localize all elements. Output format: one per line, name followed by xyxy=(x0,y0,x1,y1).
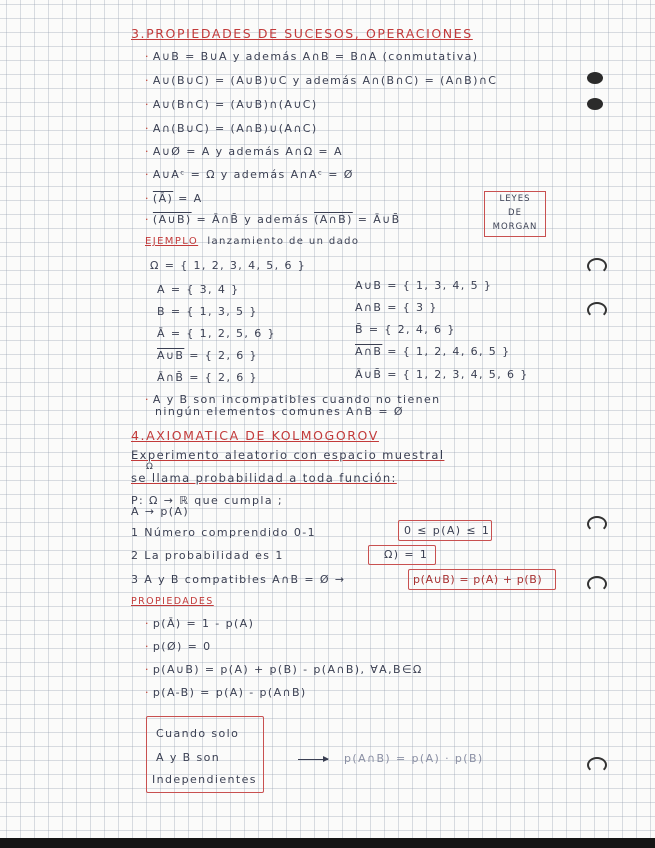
set-aub-complement: A∪B = { 2, 6 } xyxy=(157,349,258,362)
morgan-law-line: · (A∪B) = Ā∩B̄ y además (A∩B) = Ā∪B̄ xyxy=(145,213,401,226)
binder-ring-icon xyxy=(587,757,607,773)
incompatible-line-2: ningún elementos comunes A∩B = Ø xyxy=(155,405,404,418)
binder-hole-icon xyxy=(587,72,603,84)
set-anb-complements: Ā∩B̄ = { 2, 6 } xyxy=(157,371,258,384)
arrow-right-icon xyxy=(298,759,328,760)
section-3-title: 3.PROPIEDADES DE SUCESOS, OPERACIONES xyxy=(131,26,473,41)
axiom-1-formula: 0 ≤ p(A) ≤ 1 xyxy=(404,524,491,537)
axiom-1: 1 Número comprendido 0-1 xyxy=(131,526,316,539)
set-b-complement: B̄ = { 2, 4, 6 } xyxy=(355,323,456,336)
independence-line-2: A y B son xyxy=(156,751,221,764)
axiom-3-formula: p(A∪B) = p(A) + p(B) xyxy=(413,573,543,586)
set-anb-bar: A∩B = { 1, 2, 4, 6, 5 } xyxy=(355,345,511,358)
property-line: · A∪Aᶜ = Ω y además A∩Aᶜ = Ø xyxy=(145,168,354,181)
page-bottom-edge xyxy=(0,838,655,848)
properties-title: PROPIEDADES xyxy=(131,596,214,607)
independence-formula: p(A∩B) = p(A) · p(B) xyxy=(344,752,484,765)
binder-ring-icon xyxy=(587,258,607,274)
binder-hole-icon xyxy=(587,98,603,110)
prob-property: · p(A-B) = p(A) - p(A∩B) xyxy=(145,686,307,699)
independence-line-3: Independientes xyxy=(152,773,257,786)
property-line: · A∪Ø = A y además A∩Ω = A xyxy=(145,145,343,158)
axiom-intro-omega: Ω xyxy=(146,462,155,472)
independence-line-1: Cuando solo xyxy=(156,727,240,740)
binder-ring-icon xyxy=(587,516,607,532)
set-aub: A∪B = { 1, 3, 4, 5 } xyxy=(355,279,493,292)
property-line: · A∩(B∪C) = (A∩B)∪(A∩C) xyxy=(145,122,318,135)
set-anb: A∩B = { 3 } xyxy=(355,301,438,314)
axiom-intro-2: se llama probabilidad a toda función: xyxy=(131,471,397,485)
double-negation-line: · (Ā) = A xyxy=(145,192,203,205)
property-line: · A∪(B∪C) = (A∪B)∪C y además A∩(B∩C) = (A∩B)∩C xyxy=(145,74,498,87)
section-4-title: 4.AXIOMATICA DE KOLMOGOROV xyxy=(131,428,379,443)
property-line: · A∪B = B∪A y además A∩B = B∩A (conmutativa) xyxy=(145,50,479,63)
example-line: EJEMPLO lanzamiento de un dado xyxy=(145,236,360,247)
set-a-complement: Ā = { 1, 2, 5, 6 } xyxy=(157,327,276,340)
probability-mapping-1: P: Ω → ℝ que cumpla ; xyxy=(131,494,283,507)
probability-mapping-2: A → p(A) xyxy=(131,505,190,518)
incompatible-line-1: · A y B son incompatibles cuando no tienen xyxy=(145,393,441,406)
sample-space: Ω = { 1, 2, 3, 4, 5, 6 } xyxy=(150,259,307,272)
axiom-2-formula: Ω) = 1 xyxy=(384,548,429,561)
set-aub-complements: Ā∪B̄ = { 1, 2, 3, 4, 5, 6 } xyxy=(355,368,529,381)
set-a: A = { 3, 4 } xyxy=(157,283,240,296)
prob-property: · p(A∪B) = p(A) + p(B) - p(A∩B), ∀A,B∈Ω xyxy=(145,663,423,676)
property-line: · A∪(B∩C) = (A∪B)∩(A∪C) xyxy=(145,98,318,111)
morgan-laws-box: LEYES DE MORGAN xyxy=(484,191,546,237)
set-b: B = { 1, 3, 5 } xyxy=(157,305,258,318)
binder-ring-icon xyxy=(587,576,607,592)
binder-ring-icon xyxy=(587,302,607,318)
prob-property: · p(Ā) = 1 - p(A) xyxy=(145,617,255,630)
prob-property: · p(Ø) = 0 xyxy=(145,640,212,653)
axiom-3: 3 A y B compatibles A∩B = Ø → xyxy=(131,573,346,586)
axiom-2: 2 La probabilidad es 1 xyxy=(131,549,284,562)
axiom-intro-1: Experimento aleatorio con espacio muestral xyxy=(131,448,445,462)
